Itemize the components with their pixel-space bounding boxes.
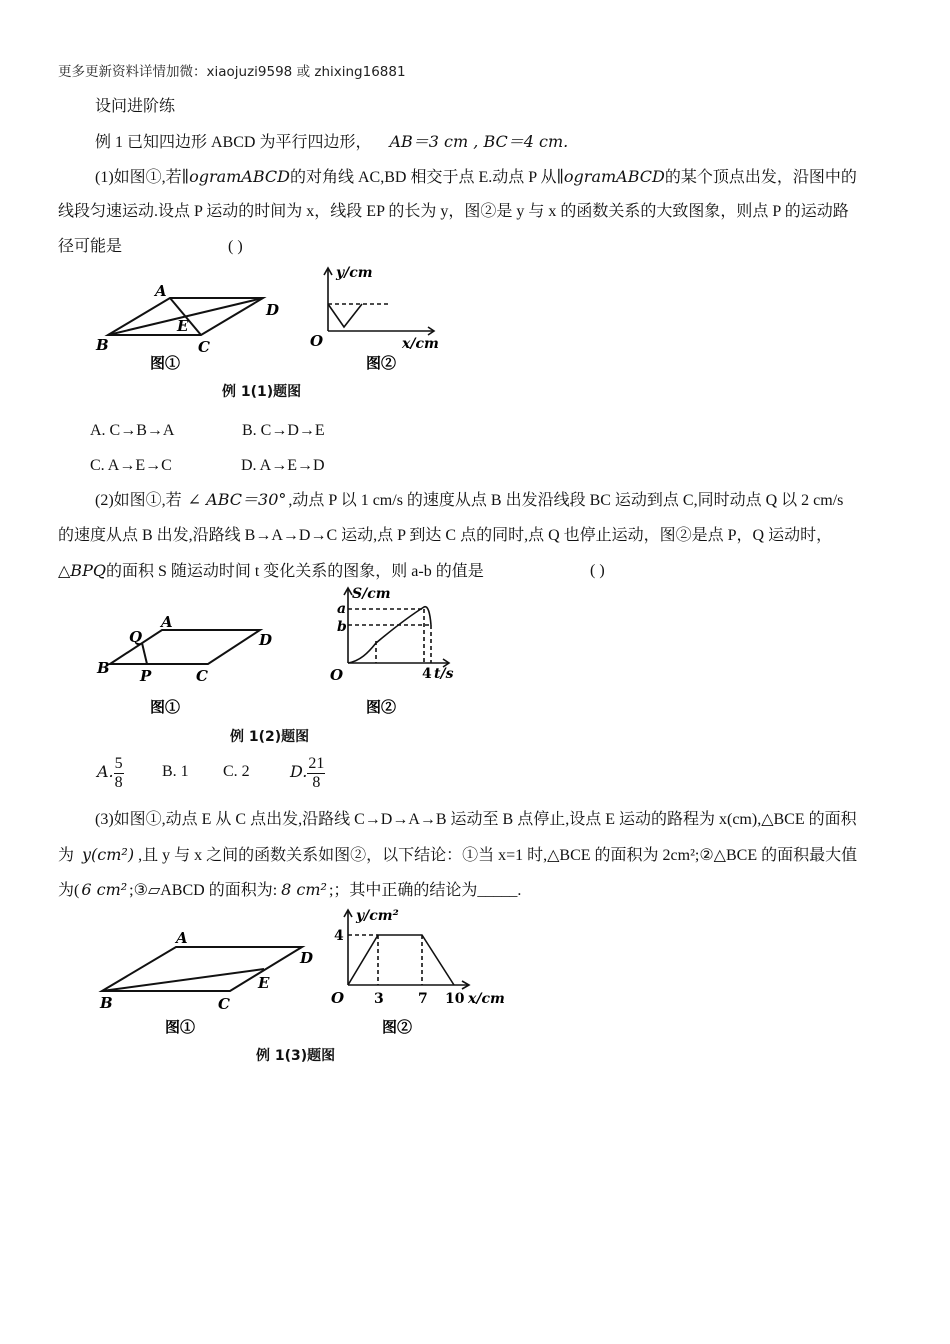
q2-option-d-fraction — [307, 755, 325, 792]
q2-fig2-caption: 图② — [366, 698, 397, 716]
q2-fig2-axis-x: t/s — [434, 666, 454, 682]
q1-option-c: C. A→E→C — [90, 457, 172, 474]
q2-option-d — [290, 750, 325, 795]
example-intro-math: AB＝3 cm , BC＝4 cm. — [389, 132, 569, 151]
q2-option-d-num: 21 — [308, 754, 325, 772]
q3-line3-math1: 6 cm² — [81, 880, 128, 899]
q1-option-b: B. C→D→E — [242, 422, 325, 439]
q3-line2-a: 为 — [58, 847, 75, 864]
q2-figures — [88, 585, 478, 720]
q1-option-a: A. C→B→A — [90, 422, 175, 439]
q1-caption: 例 1(1)题图 — [222, 384, 302, 400]
q2-fig1-label-a: A — [161, 613, 173, 631]
q1-line1-math2: ∥ogramABCD — [556, 167, 665, 186]
q1-figures — [88, 265, 468, 380]
q3-fig1-label-d: D — [300, 949, 314, 967]
q3-line3-c: ;；其中正确的结论为_____. — [328, 882, 522, 899]
q2-fig2-label-a: a — [337, 601, 347, 617]
q3-line3 — [58, 880, 521, 901]
q3-fig2-axis-x: x/cm — [468, 991, 505, 1007]
q3-line2 — [58, 845, 857, 866]
q3-fig1-caption: 图① — [165, 1018, 196, 1036]
q3-line3-b: ;③▱ABCD 的面积为: — [129, 882, 278, 899]
q3-line2-b: ,且 y 与 x 之间的函数关系如图②，以下结论：①当 x=1 时,△BCE 的面积为 2cm²;②△BCE 的面积最大值 — [138, 847, 858, 864]
q1-line1 — [95, 167, 857, 188]
q1-fig1-label-c: C — [198, 338, 210, 356]
q1-line1-b: 的对角线 AC,BD 相交于点 E.动点 P 从 — [289, 169, 557, 186]
q2-option-a-den: 8 — [114, 773, 123, 791]
q1-fig2-axis-x: x/cm — [402, 336, 439, 352]
q3-fig2-tick-y-4: 4 — [334, 928, 344, 944]
q1-line1-math1: ∥ogramABCD — [181, 167, 290, 186]
q2-fig1-label-q: Q — [129, 628, 143, 646]
q3-line2-math: y(cm²) — [82, 845, 135, 864]
q2-option-a-fraction — [114, 755, 124, 792]
q1-answer-paren: ( ) — [228, 238, 243, 255]
section-title: 设问进阶练 — [95, 98, 176, 115]
q2-line3-b: 的面积 S 随运动时间 t 变化关系的图象，则 a-b 的值是 — [105, 563, 484, 580]
q2-option-d-prefix: D. — [290, 762, 308, 781]
q2-line1-math: ∠ ABC＝30° — [187, 490, 287, 509]
q1-option-d: D. A→E→D — [241, 457, 325, 474]
q3-fig1-label-e: E — [258, 974, 270, 992]
q1-fig2-caption: 图② — [366, 354, 397, 372]
q1-fig1-label-d: D — [266, 301, 280, 319]
q2-option-d-den: 8 — [312, 773, 321, 791]
q2-option-c: C. 2 — [223, 763, 250, 780]
q3-fig2-tick-x-10: 10 — [445, 991, 465, 1007]
example-intro-text: 例 1 已知四边形 ABCD 为平行四边形， — [95, 134, 372, 151]
q3-fig1-label-c: C — [218, 995, 230, 1013]
q2-option-a-num: 5 — [114, 754, 123, 772]
q1-line1-c: 的某个顶点出发，沿图中的 — [664, 169, 857, 186]
q1-line3: 径可能是 — [58, 238, 123, 255]
q3-line3-math2: 8 cm² — [281, 880, 327, 899]
q1-fig1-label-a: A — [155, 282, 167, 300]
q2-line1-a: (2)如图①,若 — [95, 492, 182, 509]
q2-line3-math: △BPQ — [58, 561, 106, 580]
q2-line3 — [58, 561, 484, 582]
q1-fig1-caption: 图① — [150, 354, 181, 372]
q3-fig2-tick-x-3: 3 — [374, 991, 384, 1007]
q3-line1: (3)如图①,动点 E 从 C 点出发,沿路线 C→D→A→B 运动至 B 点停止,设点 E 运动的路程为 x(cm),△BCE 的面积 — [95, 811, 857, 828]
q2-fig1-label-b: B — [97, 659, 110, 677]
q3-figures — [88, 905, 518, 1040]
q3-fig2-tick-x-7: 7 — [418, 991, 428, 1007]
q3-line3-a: 为( — [58, 882, 80, 899]
q1-fig1-label-e: E — [177, 317, 189, 335]
q2-line1-b: ,动点 P 以 1 cm/s 的速度从点 B 出发沿线段 BC 运动到点 C,同时动点 Q 以 2 cm/s — [288, 492, 844, 509]
q2-option-a-prefix: A. — [97, 762, 114, 781]
q3-fig2-axis-y: y/cm² — [356, 908, 399, 924]
q1-line2: 线段匀速运动.设点 P 运动的时间为 x，线段 EP 的长为 y，图②是 y 与 x 的函数关系的大致图象，则点 P 的运动路 — [58, 203, 849, 220]
q3-caption: 例 1(3)题图 — [256, 1048, 336, 1064]
q2-caption: 例 1(2)题图 — [230, 729, 310, 745]
q2-option-b: B. 1 — [162, 763, 189, 780]
q2-line2: 的速度从点 B 出发,沿路线 B→A→D→C 运动,点 P 到达 C 点的同时,点 Q 也停止运动，图②是点 P，Q 运动时， — [58, 527, 833, 544]
header-note: 更多更新资料详情加微：xiaojuzi9598 或 zhixing16881 — [58, 64, 406, 80]
q2-fig2-axis-y: S/cm — [352, 586, 391, 602]
q1-line1-a: (1)如图①,若 — [95, 169, 182, 186]
q2-line1 — [95, 490, 843, 511]
q3-fig1-label-b: B — [100, 994, 113, 1012]
q1-fig1-label-b: B — [96, 336, 109, 354]
q2-fig2-tick-4: 4 — [422, 666, 432, 682]
q2-fig1-label-d: D — [259, 631, 273, 649]
q3-fig2-origin: O — [331, 989, 345, 1007]
q3-fig1-parallelogram — [102, 947, 302, 991]
example-intro — [95, 132, 568, 153]
q2-answer-paren: ( ) — [590, 562, 605, 579]
q2-fig1-label-p: P — [140, 667, 152, 685]
q2-fig2-origin: O — [330, 666, 344, 684]
q3-fig1-label-a: A — [176, 929, 188, 947]
q2-fig1-label-c: C — [196, 667, 208, 685]
q2-option-a — [97, 750, 124, 795]
q1-fig2-axis-y: y/cm — [336, 265, 373, 281]
q2-fig2-label-b: b — [337, 619, 347, 635]
q1-fig2-origin: O — [310, 332, 324, 350]
q3-fig2-caption: 图② — [382, 1018, 413, 1036]
q2-fig1-caption: 图① — [150, 698, 181, 716]
